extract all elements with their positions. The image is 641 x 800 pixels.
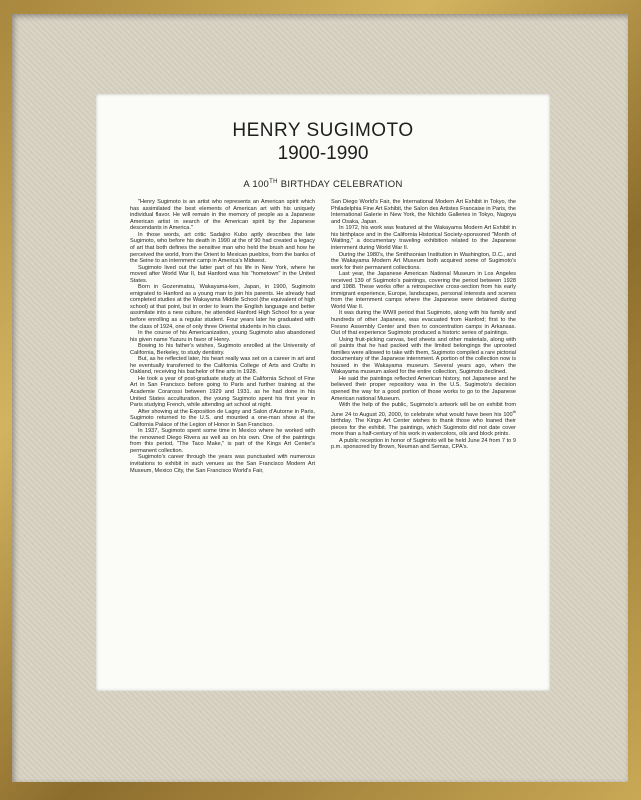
paragraph: In those words, art critic Sadajiro Kubo aptly describes the late Sugimoto, who before his death in 1990 at the of 90 had created a legacy of art that both defines the sensitive man who held the brush and how he perceived the world, from the Orient to Mexican pueblos, from the banks of the Seine to an internment camp in America's Midwest. (130, 231, 315, 265)
document-title: HENRY SUGIMOTO (232, 120, 414, 141)
left-column (130, 199, 315, 474)
paragraph: It was during the WWII period that Sugimoto, along with his family and hundreds of other Japanese, was evacuated from Hanford; first to the Fresno Assembly Center and then to concentration camps in Arkansas. Out of that experience Sugimoto produced a historic series of paintings. (331, 310, 516, 337)
birthday-paragraph-superscript: th (512, 408, 516, 414)
paragraph: In 1937, Sugimoto spent some time in Mexico where he worked with the renowned Diego Rivera as well as on his own. One of the paintings from this period, "The Taco Make," is part of the Kings Art Center's permanent collection. (130, 428, 315, 454)
text-columns (130, 199, 516, 474)
reception-paragraph: A public reception in honor of Sugimoto will be held June 24 from 7 to 9 p.m. sponsored by Brown, Neuman and Semas, CPA's. (331, 437, 516, 451)
paragraph: After showing at the Exposition de Lagny and Salon d'Autorne in Paris, Sugimoto returned to the U.S. and mounted a one-man show at the California Palace of the Legion of Honor in San Francisco. (130, 408, 315, 428)
subtitle-suffix: BIRTHDAY CELEBRATION (277, 179, 403, 191)
paragraph: He said the paintings reflected American history, not Japanese and he believed their proper repository was in the U.S. Sugimoto's decision opened the way for a good portion of those works to go to the Japanese American national Museum. (331, 375, 516, 402)
subtitle-superscript: TH (269, 179, 278, 185)
birthday-paragraph-prefix: With the help of the public, Sugimoto's artwork will be on exhibit from June 24 to August 20, 2000, to celebrate what would have been his 100 (331, 402, 516, 418)
document-subtitle (130, 179, 516, 190)
paragraph: Sugimoto's career through the years was punctuated with numerous invitations to exhibit in such venues as the San Francisco Modern Art Museum, Mexico City, the San Francisco World's Fair, (130, 454, 315, 474)
paragraph: Born in Gozenmatsu, Wakayama-ken, Japan, in 1900, Sugimoto emigrated to Hanford as a young man to join his parents. He already had completed studies at the Wakayama Middle School (the equivalent of high school) at that point, but in order to learn the English language and better assimilate into a new culture, he attended Hanford High School for a year before enrolling as a regular student. Four years later he graduated with the class of 1924, one of only three Oriental students in his class. (130, 284, 315, 330)
birthday-paragraph-suffix: birthday. The Kings Art Center wishes to thank those who loaned their pieces for the exhibit. The paintings, which Sugimoto did not date cover more than a half-century of his work in watercolors, oils and block prints. (331, 418, 516, 438)
right-column-paragraphs (331, 225, 516, 402)
paragraph: Using fruit-picking canvas, bed sheets and other materials, along with oil paints that he had packed with the limited belongings the uprooted families were allowed to take with them, Sugimoto compiled a rare pictorial documentary of the Japanese internment. A portion of the collection now is housed in the Wakayama museum. Several years ago, when the Wakayama museum asked for the entire collection, Sugimoto declined. (331, 336, 516, 376)
paragraph: During the 1980's, the Smithsonian Institution in Washington, D.C., and the Wakayama Modern Art Museum both acquired some of Sugimoto's work for their permanent collections. (331, 251, 516, 271)
paragraph: In the course of his Americanization, young Sugimoto also abandoned his given name Yuzuru in favor of Henry. (130, 330, 315, 343)
right-column (331, 199, 516, 474)
paragraph: Sugimoto lived out the latter part of his life in New York, where he moved after World War II, but Hanford was his "hometown" in the United States. (130, 264, 315, 284)
subtitle-prefix: A 100 (243, 179, 270, 191)
document-sheet (96, 94, 550, 691)
paragraph: Last year, the Japanese American National Museum in Los Angeles received 139 of Sugimoto's paintings, covering the period between 1928 and 1988. These works offer a retrospective cross-section from his early immigrant experience, Europe, landscapes, personal interests and scenes from the internment camps where the Japanese were detained during World War II. (331, 271, 516, 310)
paragraph: But, as he reflected later, his heart really was set on a career in art and he eventually transferred to the California College of Arts and Crafts in Oakland, receiving his bachelor of fine arts in 1928. (130, 356, 315, 376)
paragraph: "Henry Sugimoto is an artist who represents an American spirit which has assimilated the best elements of American art with his uniquely individual flavor. He will remain in the memory of people as a Japanese American artist in search of the American spirit by the Japanese descendants in America." (130, 199, 315, 232)
document-years: 1900-1990 (277, 143, 369, 164)
birthday-paragraph (331, 402, 516, 438)
paragraph: In 1972, his work was featured at the Wakayama Modern Art Exhibit in his birthplace and in the California Historical Society-sponsored "Month of Waiting," a documentary traveling exhibition related to the Japanese internment during World War II. (331, 225, 516, 251)
frame-mat (12, 14, 628, 782)
right-column-continuation: San Diego World's Fair, the International Modern Art Exhibit in Tokyo, the Philadelphia Fine Art Exhibit, the Salon des Artistes Francaise in Paris, the International Galerie in New York, the Nichido Galleries in Tokyo, Nagoya and Osaka, Japan. (331, 199, 516, 225)
paragraph: He took a year of post-graduate study at the California School of Fine Art in San Francisco before going to Paris and further training at the Academie Corarossi between 1929 and 1931. as he had done in his United States acculturation, the young Sugimoto spent his first year in Paris studying French, while attending art school at night. (130, 375, 315, 409)
paragraph: Bowing to his father's wishes, Sugimoto enrolled at the University of California, Berkeley, to study dentistry. (130, 343, 315, 356)
